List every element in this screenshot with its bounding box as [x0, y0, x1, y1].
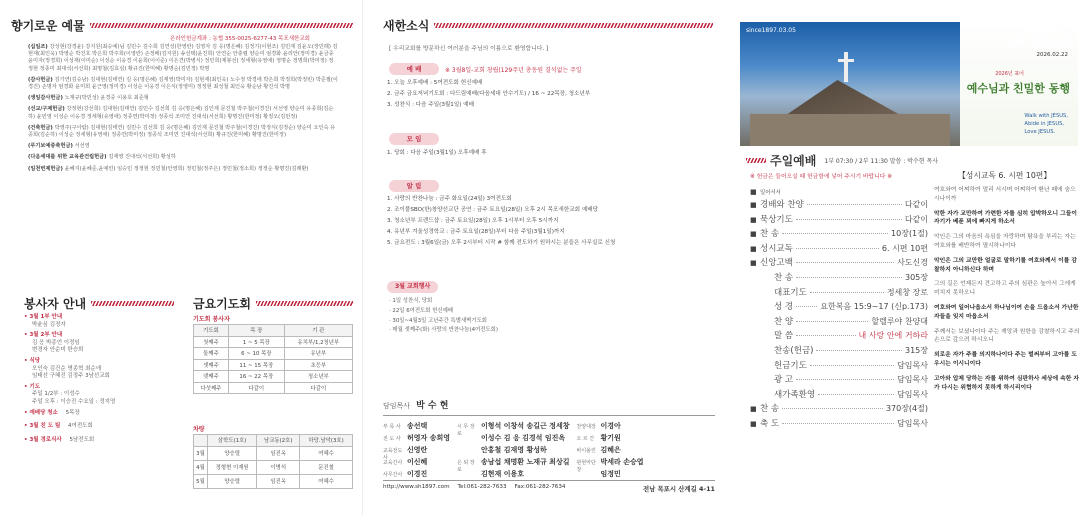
staff-row: [383, 421, 450, 433]
volunteer-head: • 3월 경로식사: [24, 437, 62, 443]
order-name: 묵상기도: [760, 214, 793, 225]
notice-pill: 알 림: [389, 180, 439, 192]
volunteer-body: 4여전도회: [66, 423, 93, 430]
pastor-heading: 담임목사 박 수 현: [383, 398, 715, 416]
leader-dots: [796, 321, 868, 322]
volunteer-line: 오인숙 김건순 명종혁 최순애: [32, 365, 102, 372]
staff-grid: [383, 421, 715, 481]
service-times: 1부 07:30 / 2부 11:30 말씀 : 박수현 목사: [824, 158, 939, 165]
volunteer-head: • 식당: [24, 358, 174, 366]
online-account-text: 온라인헌금계좌 : 농협 355-0025-6277-43 목포새한교회: [170, 36, 310, 42]
church-banner: [740, 22, 1078, 146]
offering-group-head: (감사헌금): [28, 76, 55, 83]
leader-dots: [782, 423, 894, 424]
staff-row: [383, 433, 450, 445]
vehicle-table: [193, 434, 353, 489]
order-value: 할렐루야 찬양대: [871, 316, 928, 326]
offering-group-names: 김재영 진대석(서선희) 황성하: [108, 154, 176, 161]
list-item: Walk with JESUS,: [1024, 113, 1068, 119]
table-cell: 문진철: [300, 460, 353, 474]
table-cell: 임진옥: [257, 474, 300, 488]
offering-group: [28, 95, 338, 102]
order-value: 다같이: [904, 214, 928, 224]
table-cell: 정형현 이재원: [208, 460, 257, 474]
table-header: 하당.남악(3호): [300, 435, 353, 447]
litany-line: 악인은 그의 교만한 얼굴로 말하기를 여호와께서 이를 감찰하지 아니하신다 하며: [934, 257, 1077, 273]
table-cell: 5월: [194, 474, 208, 488]
bullet-icon: ■: [750, 244, 757, 253]
litany-line: 악한 자가 교만하여 가련한 자를 심히 압박하오니 그들이 자기가 베푼 꾀에 빠지게 하소서: [934, 210, 1077, 226]
staff-row: [576, 421, 643, 433]
list-item: · 매월 셋째주(화) 사랑의 반찬나눔(4여전도회): [389, 327, 498, 334]
welcome-text: [ 우리교회를 방문하신 여러분을 주님의 이름으로 환영합니다. ]: [389, 46, 549, 52]
meeting-list: [387, 148, 487, 159]
litany-line: 외로운 자가 주를 의지하나이다 주는 벌써부터 고아를 도우시는 이시니이다: [934, 352, 1077, 367]
staff-role: 시 무 장 로: [457, 424, 475, 437]
order-item: [750, 344, 928, 359]
order-item: [750, 188, 928, 198]
volunteer-head: • 3월 2부 안내: [24, 332, 174, 340]
staff-name: 이신혜: [407, 458, 428, 466]
offering-column: [0, 0, 362, 516]
phone-number: Tel:061-282-7633: [457, 484, 507, 490]
table-cell: 4월: [194, 460, 208, 474]
order-name: 성 경: [774, 302, 794, 313]
bullet-icon: ■: [750, 405, 757, 414]
church-name: 목포새한교회: [1002, 35, 1072, 49]
staff-name: 이경아: [600, 422, 621, 430]
list-item: · 22일 6여전도회 헌신예배: [389, 307, 454, 314]
volunteer-head: • 기도: [24, 384, 174, 392]
order-name: 찬 양: [774, 316, 794, 327]
order-value: 370장(4절): [885, 404, 928, 414]
table-header: 목 장: [228, 325, 284, 337]
order-item: [750, 329, 928, 344]
table-row: [194, 371, 353, 383]
order-item: [750, 227, 928, 242]
order-name: 축 도: [760, 418, 780, 429]
table-row: [194, 359, 353, 371]
offering-group-names: 윤혜지(윤혜준,윤예린) 임승민 정정현 정민철(안영희) 정민철(정주은) 정민철(정소희) 정정순 황명진(김래환): [64, 165, 309, 172]
list-item: 1. 오늘 오후예배 : 5여전도회 헌신예배: [387, 80, 483, 86]
order-item: [750, 402, 928, 417]
church-events-pill: 3월 교회행사: [387, 281, 438, 293]
table-cell: 유년부: [284, 348, 352, 360]
litany-line: 그의 길은 언제든지 견고하고 주의 심판은 높아서 그에게 미치지 못하오니: [934, 281, 1076, 297]
order-value: 10장(1절): [891, 229, 928, 239]
bullet-icon: ■: [750, 230, 757, 239]
volunteer-head: • 3월 친 도 팀: [24, 423, 60, 429]
order-name: 찬 송: [760, 404, 780, 415]
staff-role: 사무간사: [383, 472, 403, 478]
volunteer-line: 김 응 박종언 이정임: [32, 339, 80, 346]
staff-name: 김혜은: [600, 446, 621, 454]
table-cell: 임진옥: [257, 446, 300, 460]
order-value: 요한복음 15:9~17 (신p.173): [820, 302, 928, 312]
offering-group-head: (다음세대를 위한 교육관건립헌금): [28, 154, 109, 161]
offering-group-head: (십일조): [28, 44, 50, 50]
litany-line: 주께서는 보셨나이다 주는 재앙과 원한을 감찰하시고 주의 손으로 갚으려 하시오니: [934, 328, 1080, 344]
church-footer: [383, 480, 715, 493]
order-name: 헌금기도: [774, 360, 807, 371]
order-value: 정세창 장로: [886, 287, 928, 297]
table-header: 기 관: [284, 325, 352, 337]
order-name: 말 씀: [774, 331, 794, 342]
offering-group: [28, 125, 338, 139]
bulletin-date: 2026.02.22: [1036, 52, 1068, 58]
staff-name: 송선택: [407, 422, 428, 430]
order-name: 경배와 찬양: [760, 200, 804, 210]
volunteer-line: 주일 1/2부 : 이성수: [32, 391, 80, 398]
theme-year: 2026년 표어: [995, 71, 1024, 77]
volunteer-body: 5남전도회: [67, 436, 95, 443]
offering-group: [28, 106, 338, 120]
staff-row: [576, 457, 644, 473]
offering-list: [28, 44, 338, 177]
volunteer-body: [24, 322, 174, 330]
table-cell: 청소년부: [284, 371, 352, 383]
staff-role: 전 도 사: [383, 436, 401, 442]
table-row: [194, 348, 353, 360]
bullet-icon: ■: [750, 259, 757, 268]
order-value: 담임목사: [897, 389, 928, 399]
service-order: [750, 188, 928, 432]
staff-name: 송남섭 채명환 노재규 최상길: [481, 458, 570, 466]
staff-role: 은 퇴 장 로: [457, 460, 475, 473]
denomination: 대한예수교장로회: [1023, 28, 1058, 33]
offering-group-names: 강정현(강선희) 김대현(김태연) 김민수 김선희 김 응(명은혜) 김인재 문진철 박주철(이경진) 서선영 양순미 유종희(김순하) 윤민영 이성순 이웅경 정세형(유영애) 정종연(박미정) 정종석 조미연 진대석(서선희) 황명진(한미정) 황정오(김민정): [28, 106, 334, 120]
staff-role: 오 르 간: [576, 436, 595, 442]
order-value: 6. 시편 10편: [881, 243, 928, 253]
order-value: 담임목사: [897, 375, 928, 385]
table-cell: 셋째주: [194, 359, 229, 371]
litany-title: 【성시교독 6. 시편 10편】: [958, 171, 1052, 180]
order-item: [750, 373, 928, 388]
offering-group-head: (루기보예중축헌금): [28, 143, 75, 150]
volunteer-body: 5목장: [63, 409, 80, 416]
volunteer-item: [24, 410, 174, 418]
website-link[interactable]: http://www.sh1897.com: [383, 484, 450, 490]
order-name: 신앙고백: [760, 258, 793, 269]
offering-group: [28, 44, 338, 73]
order-name: 찬 송: [760, 229, 780, 240]
offering-group: [28, 166, 338, 173]
staff-role: 교육간사: [383, 460, 403, 466]
bullet-icon: ■: [750, 188, 757, 196]
order-name: 일어서서: [760, 190, 781, 196]
staff-role: 교육전도사: [383, 448, 403, 461]
order-item: [750, 359, 928, 374]
volunteer-item: [24, 423, 174, 431]
table-cell: 첫째주: [194, 336, 229, 348]
offering-group-names: 노재규(박민성) 윤경중 이용호 최준형: [64, 95, 149, 102]
staff-name: 황기원: [600, 434, 621, 442]
list-item: 1. 당회 : 다음 주일(3월1일) 오후예배 후: [387, 150, 487, 156]
table-cell: 6 ~ 10 목장: [228, 348, 284, 360]
table-header-row: [194, 325, 353, 337]
volunteer-list: [24, 314, 174, 450]
list-item: 2. 조이풀SBO(한)창양선교단 공연 : 금주 토요일(28일) 오후 2시 목포새한교회 예배당: [387, 207, 599, 213]
volunteer-body: [24, 391, 174, 406]
theme-english: [1024, 112, 1068, 136]
staff-name: 안홍철 김재영 황성하: [481, 446, 547, 454]
staff-row: [457, 457, 570, 473]
volunteer-line: 변경자 안순미 한승희: [32, 347, 84, 354]
litany-line: 여호와여 어찌하여 멀리 서시며 어찌하여 환난 때에 숨으시나이까: [934, 187, 1076, 202]
staff-name: 이성수 김 응 김경석 임진옥: [481, 434, 566, 442]
table-cell: 여혜수: [300, 446, 353, 460]
list-item: · 30일~4월3일 고난주간 특별새벽기도회: [389, 317, 487, 324]
staff-name: 김현재 이용호: [481, 470, 525, 478]
volunteer-body: [24, 340, 174, 355]
volunteer-line: 주일 오후 : 이승진 수요일 : 정지영: [32, 398, 116, 405]
list-item: Abide in JESUS,: [1024, 121, 1065, 127]
offering-group: [28, 77, 338, 91]
table-header: 기도회: [194, 325, 229, 337]
leader-dots: [782, 233, 888, 234]
staff-row: [576, 433, 643, 445]
table-cell: 다섯째주: [194, 382, 229, 394]
litany-line: 고아와 압제 당하는 자를 위하여 심판하사 세상에 속한 자가 다시는 위협하지 못하게 하시리이다: [934, 375, 1079, 391]
staff-row: [576, 445, 643, 457]
order-value: 다같이: [904, 200, 928, 209]
order-item: [750, 417, 928, 432]
staff-group: [457, 421, 569, 481]
offering-group-head: (일천번제헌금): [28, 165, 65, 172]
volunteer-line: 박윤심 김정자: [32, 321, 66, 328]
leader-dots: [810, 292, 884, 293]
staff-row: [383, 445, 450, 461]
staff-name: 임정민: [600, 470, 621, 478]
offering-section-title: 향기로운 예물: [11, 17, 353, 34]
order-name: 대표기도: [774, 287, 807, 298]
leader-dots: [796, 335, 855, 336]
table-cell: 다같이: [284, 382, 352, 394]
staff-row: [457, 445, 569, 457]
since-date: since1897.03.05: [746, 27, 796, 34]
list-item: · 1일 성찬식, 당회: [389, 298, 433, 304]
list-item: 3. 성찬식 : 다음 주일(3월1일) 예배: [387, 102, 475, 108]
leader-dots: [782, 408, 883, 409]
leader-dots: [810, 365, 894, 366]
staff-name: 신영란: [407, 446, 428, 454]
staff-role: 바이올린: [576, 448, 596, 454]
order-item: [750, 213, 928, 228]
prayer-service-table: [193, 324, 353, 394]
staff-role: 찬양대장: [576, 424, 596, 430]
order-name: 성시교독: [760, 243, 793, 254]
order-value: 315장: [905, 345, 928, 355]
table-cell: 3월: [194, 446, 208, 460]
sunday-service-title: 주일예배 1부 07:30 / 2부 11:30 말씀 : 박수현 목사: [746, 152, 1084, 169]
table-cell: 유치부/1,2청년부: [284, 336, 352, 348]
theme-main: 예수님과 친밀한 동행: [966, 82, 1070, 95]
order-item: [750, 271, 928, 286]
offering-group-names: 서선영: [74, 143, 90, 150]
table-row: [194, 336, 353, 348]
leader-dots: [796, 248, 879, 249]
bullet-icon: ■: [750, 215, 757, 224]
staff-row: [383, 457, 450, 469]
order-name: 새가족환영: [774, 389, 816, 400]
table-row: [194, 474, 353, 488]
table-cell: 1 ~ 5 목장: [228, 336, 284, 348]
offering-group-names: 박영주(구아람) 김대현(김태연) 김민수 김선희 김 응(명은혜) 김인재 문진철 박주철(이경진) 박정식(김정순) 양순미 오인숙 유종희(김순하) 이성순 정세형(유영애) 정종연(박미정) 정종석 조미연 진대석(서선희) 황규진(한미혜) 황명진(한미정): [28, 124, 336, 139]
offering-group-head: (선교/구제헌금): [28, 106, 67, 113]
order-item: [750, 242, 928, 257]
bullet-icon: ■: [750, 419, 757, 428]
leader-dots: [796, 262, 894, 263]
order-item: [750, 286, 928, 301]
table-cell: 둘째주: [194, 348, 229, 360]
table-cell: 넷째주: [194, 371, 229, 383]
table-header: 남교동(2호): [257, 435, 300, 447]
list-item: 1. 사랑의 반찬나눔 : 금주 화요일(24일) 3여전도회: [387, 196, 512, 202]
list-item: 4. 유년부 겨울성경학교 : 금주 토요일(28일)부터 다음 주일(3월1일)까지: [387, 229, 565, 235]
order-value: 내 사랑 안에 거하라: [858, 331, 928, 341]
staff-name: 허영자 송희영: [407, 434, 451, 442]
list-item: 3. 청소년부 프렌드샵 : 금주 토요일(28일) 오후 1시부터 오후 5시까지: [387, 218, 559, 224]
staff-name: 박세라 손승엽: [600, 458, 644, 466]
litany-line: 악인은 그의 마음의 욕심을 자랑하며 탐욕을 부리는 자는 여호와를 배반하여 멸시하나이다: [934, 234, 1076, 249]
table-row: [194, 460, 353, 474]
table-row: [194, 446, 353, 460]
table-cell: 양승렬: [208, 446, 257, 460]
order-item: [750, 256, 928, 271]
table-cell: 양승렬: [208, 474, 257, 488]
order-name: 광 고: [774, 375, 794, 386]
order-value: 305장: [905, 272, 928, 282]
table-cell: 11 ~ 15 목장: [228, 359, 284, 371]
volunteer-section-title: 봉사자 안내: [24, 295, 174, 312]
staff-role: 관현악단장: [576, 460, 596, 473]
table-cell: 이병석: [257, 460, 300, 474]
order-value: 사도신경: [897, 258, 928, 268]
address: 전남 목포시 산계길 4-11: [642, 485, 715, 493]
friday-prayer-title: 금요기도회: [193, 295, 353, 312]
volunteer-item: [24, 437, 174, 445]
news-column: [362, 0, 726, 516]
table-cell: 초등부: [284, 359, 352, 371]
worship-pill: 예 배: [389, 63, 439, 75]
litany-body: [934, 186, 1080, 398]
sunday-column: [728, 0, 1091, 516]
staff-group: [576, 421, 643, 481]
volunteer-head: • 예배당 청소: [24, 410, 58, 416]
staff-role: 부 목 사: [383, 424, 401, 430]
order-name: 찬 송: [774, 272, 794, 283]
order-item: [750, 198, 928, 213]
title-stripe: [90, 23, 353, 28]
table-row: [194, 382, 353, 394]
order-value: 담임목사: [897, 418, 928, 428]
table-cell: 16 ~ 22 목장: [228, 371, 284, 383]
volunteer-line: 임태선 구혜진 김정주 3남선교회: [32, 373, 110, 380]
offering-group: [28, 143, 338, 150]
worship-note: ※ 3월8일-교회 창립(129주년 총동원 결석없는 주일: [445, 67, 582, 74]
order-item: [750, 388, 928, 403]
prayer-service-label: 기도회 봉사자: [193, 316, 230, 323]
staff-name: 이형석 이창석 송길근 정세창: [481, 422, 570, 430]
order-item: [750, 315, 928, 330]
litany-line: 여호와여 일어나옵소서 하나님이여 손을 드옵소서 가난한 자들을 잊지 마옵소서: [934, 304, 1079, 320]
leader-dots: [796, 219, 902, 220]
volunteer-head: • 3월 1부 안내: [24, 314, 174, 322]
notice-list: [387, 194, 615, 249]
list-item: Love JESUS.: [1024, 129, 1056, 135]
order-item: [750, 300, 928, 315]
staff-name: 이경진: [407, 470, 428, 478]
worship-list: [387, 78, 590, 111]
table-cell: 다같이: [228, 382, 284, 394]
order-name: 찬송(헌금): [774, 345, 814, 356]
offering-note: ※ 헌금은 들어오실 때 헌금함에 넣어 주시기 바랍니다 ※: [750, 174, 893, 180]
offering-group-names: 김가연(김승남) 김대현(김태연) 김 응(명은혜) 김재영(박미자) 김현재(최인욱) 노수정 박경애 박은희 박정희(박정빈) 박준필(이경진) 손명자 엄경화 윤미희 윤근영(정미경) 이성순 이웅경 이은식(정영미) 정정현 최성철 최인욱 황순남 황진석 박명: [28, 76, 338, 91]
cross-icon: [844, 52, 848, 82]
offering-group-names: 강성현(강경윤) 강지원(최승예)님 김민수 김수희 김연성(한영란) 김영자 김 응(명은혜) 김정기(이현조) 김민재 김윤오(장민래) 김현재(최인욱) 박영순 박진호 박은희 박주희(이영란) 손정배(김지원) 송선택(윤진희) 안연순 안충렬 양순미 엄경화 윤리안(정미경) 윤금중 윤미자(정경희) 이성재(이미순) 이성순 이웅경 이윤희(이이준) 이은견(박병식) 정민희(제봉선) 정세형(유영애) 정명순 정명희(박미정) 정정현 정종미 최대석(서선희) 최명철(김효심) 황규진(한미혜) 황명순(김민정) 박명: [28, 44, 338, 72]
table-header: [194, 435, 208, 447]
leader-dots: [818, 394, 894, 395]
offering-group: [28, 154, 338, 161]
leader-dots: [796, 277, 902, 278]
leader-dots: [796, 306, 817, 307]
table-cell: 여혜수: [300, 474, 353, 488]
leader-dots: [796, 379, 894, 380]
bullet-icon: ■: [750, 201, 757, 209]
meeting-pill: 모 임: [389, 133, 439, 145]
list-item: 5. 금요전도 : 3월6일(금) 오후 2시부터 시작 # 함께 전도하기 원하시는 분들은 사무실로 신청: [387, 240, 616, 246]
leader-dots: [816, 350, 902, 351]
staff-row: [457, 421, 570, 437]
offering-group-head: (생일감사헌금): [28, 95, 65, 102]
vehicle-label: 차량: [193, 426, 205, 433]
leader-dots: [807, 204, 902, 205]
staff-group: [383, 421, 450, 481]
church-events-list: [389, 297, 498, 336]
staff-block: [383, 398, 715, 481]
order-value: 담임목사: [897, 360, 928, 370]
table-header-row: [194, 435, 353, 447]
news-section-title: 새한소식: [383, 17, 713, 34]
table-header: 삼학도(1호): [208, 435, 257, 447]
list-item: 2. 금주 금요저녁기도회 : 다드림예배(다음세대 안수기도) / 16 ~ 22목장, 청소년부: [387, 91, 591, 97]
fax-number: Fax:061-282-7634: [514, 484, 566, 490]
offering-group-head: (건축헌금): [28, 124, 55, 131]
volunteer-body: [24, 366, 174, 381]
